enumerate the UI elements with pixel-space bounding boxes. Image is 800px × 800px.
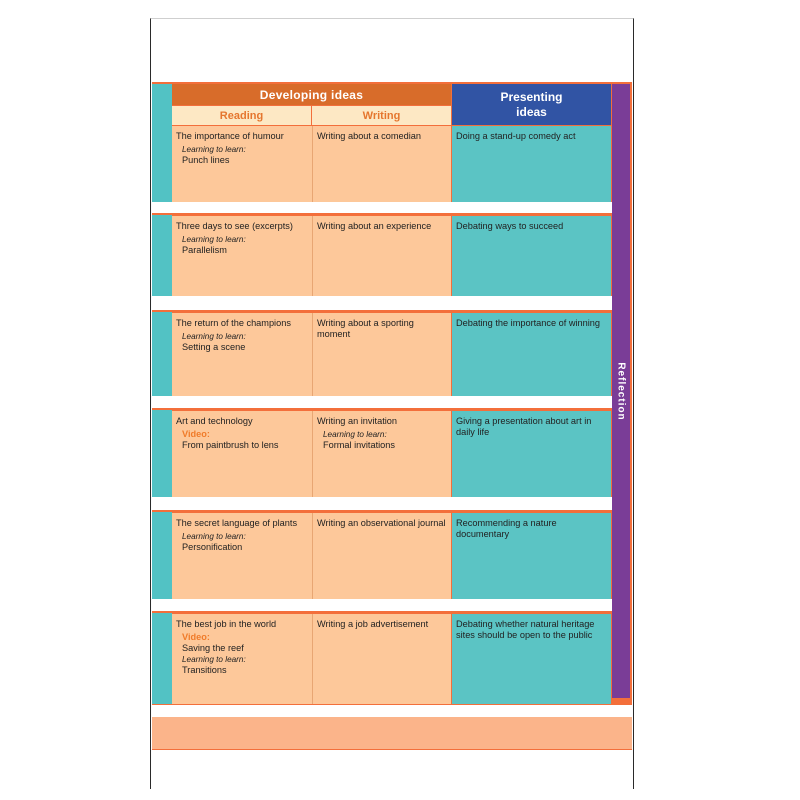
- presenting-text: Debating whether natural heritage sites should be open to the public: [456, 619, 595, 640]
- row-separator: [152, 599, 612, 611]
- reading-cell: [172, 313, 311, 396]
- row-separator-line: [152, 408, 612, 410]
- writing-title: Writing an invitation: [317, 416, 398, 426]
- presenting-text: Debating ways to succeed: [456, 221, 564, 231]
- writing-cell: [312, 216, 451, 296]
- sub-item-text: Personification: [182, 542, 243, 552]
- reading-title: The return of the champions: [176, 318, 291, 328]
- writing-cell: [312, 313, 451, 396]
- reading-cell: [172, 216, 311, 296]
- row-separator: [152, 497, 612, 510]
- video-label: Video:: [182, 429, 210, 439]
- reading-cell: [172, 126, 311, 202]
- reflection-side-bar: [612, 84, 630, 698]
- reading-title: Three days to see (excerpts): [176, 221, 293, 231]
- reading-cell: [172, 513, 311, 599]
- presenting-cell: [452, 126, 611, 202]
- reflection-label: Reflection: [615, 361, 627, 421]
- writing-title: Writing about a sporting moment: [317, 318, 414, 339]
- sub-item-text: Setting a scene: [182, 342, 246, 352]
- presenting-text: Doing a stand-up comedy act: [456, 131, 576, 141]
- row-separator: [152, 202, 612, 213]
- video-label: Video:: [182, 632, 210, 642]
- learning-to-learn-label: Learning to learn:: [182, 235, 246, 244]
- reading-title: The secret language of plants: [176, 518, 298, 528]
- writing-cell: [312, 411, 451, 497]
- writing-column-header: Writing: [312, 106, 451, 125]
- sub-item-text: Formal invitations: [323, 440, 395, 450]
- writing-title: Writing about an experience: [317, 221, 432, 231]
- reading-title: The importance of humour: [176, 131, 284, 141]
- writing-cell: [312, 126, 451, 202]
- presenting-ideas-label: Presenting ideas: [500, 89, 563, 119]
- bottom-separator: [152, 705, 632, 717]
- writing-title: Writing a job advertisement: [317, 619, 429, 629]
- learning-to-learn-label: Learning to learn:: [182, 332, 246, 341]
- presenting-cell: [452, 411, 611, 497]
- row-separator: [152, 296, 612, 310]
- writing-cell: [312, 614, 451, 704]
- reading-title: Art and technology: [176, 416, 253, 426]
- row-separator-line: [152, 213, 612, 215]
- writing-title: Writing an observational journal: [317, 518, 446, 528]
- presenting-cell: [452, 614, 611, 704]
- row-separator-line: [152, 510, 612, 512]
- sub-item-text: Transitions: [182, 665, 227, 675]
- presenting-text: Recommending a nature documentary: [456, 518, 557, 539]
- reading-cell: [172, 411, 311, 497]
- presenting-ideas-header: [452, 84, 611, 125]
- presenting-cell: [452, 216, 611, 296]
- presenting-cell: [452, 513, 611, 599]
- row-separator-line: [152, 310, 612, 312]
- reading-cell: [172, 614, 311, 704]
- presenting-text: Debating the importance of winning: [456, 318, 601, 328]
- reading-title: The best job in the world: [176, 619, 277, 629]
- learning-to-learn-label: Learning to learn:: [182, 532, 246, 541]
- learning-to-learn-label: Learning to learn:: [182, 655, 246, 664]
- sub-item-text: Parallelism: [182, 245, 227, 255]
- sub-item-text: Saving the reef: [182, 643, 244, 653]
- writing-title: Writing about a comedian: [317, 131, 422, 141]
- learning-to-learn-label: Learning to learn:: [182, 145, 246, 154]
- sub-item-text: Punch lines: [182, 155, 230, 165]
- presenting-cell: [452, 313, 611, 396]
- sub-item-text: From paintbrush to lens: [182, 440, 279, 450]
- row-separator-line: [152, 611, 612, 613]
- row-separator: [152, 396, 612, 408]
- reading-column-header: Reading: [172, 106, 311, 125]
- bottom-band: [152, 717, 632, 749]
- writing-cell: [312, 513, 451, 599]
- learning-to-learn-label: Learning to learn:: [323, 430, 387, 439]
- presenting-text: Giving a presentation about art in daily life: [456, 416, 592, 437]
- developing-ideas-header: Developing ideas: [172, 84, 451, 105]
